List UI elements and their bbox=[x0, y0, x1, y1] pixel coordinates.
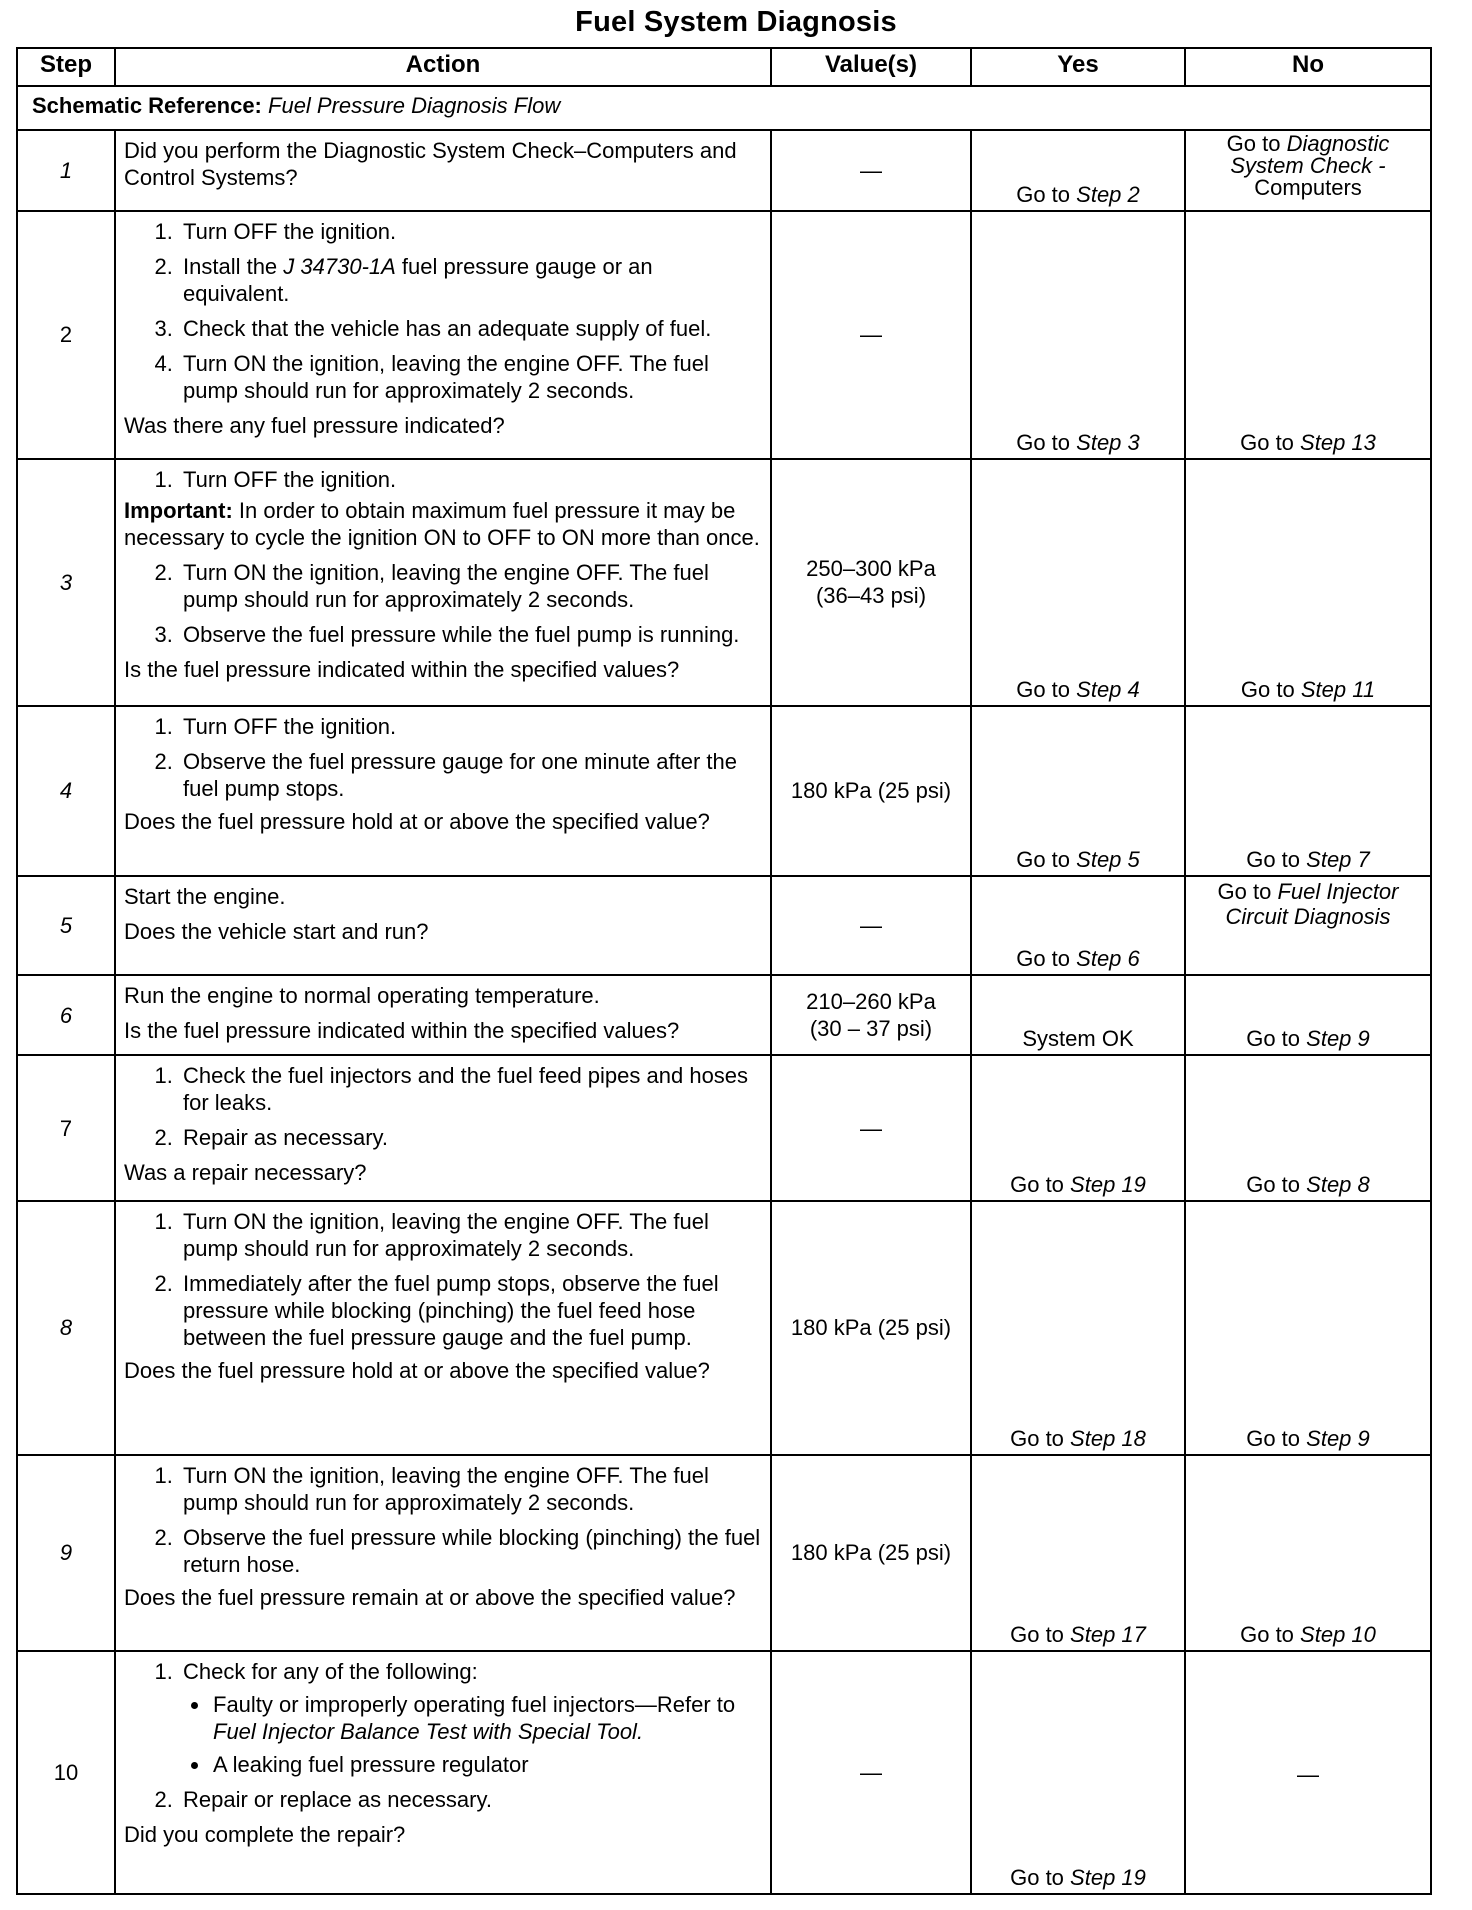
no-step-link[interactable]: Step 13 bbox=[1300, 429, 1376, 455]
step-number: 6 bbox=[59, 1002, 73, 1028]
diagnosis-table bbox=[16, 47, 1432, 1895]
goto-text: Go to bbox=[1016, 946, 1071, 972]
action-step: 1. Turn ON the ignition, leaving the engine OFF. The fuel pump should run for approximately 2 seconds. bbox=[179, 1208, 762, 1262]
no-step-link[interactable]: Step 8 bbox=[1306, 1172, 1370, 1198]
no-cell[interactable] bbox=[1185, 876, 1431, 975]
goto-text: Go to bbox=[1010, 1172, 1064, 1198]
value-cell: — bbox=[771, 876, 971, 975]
no-cell[interactable] bbox=[1185, 1055, 1431, 1201]
value-kpa: 250–300 kPa bbox=[806, 556, 936, 582]
value-cell: — bbox=[771, 211, 971, 459]
action-question: Is the fuel pressure indicated within the specified values? bbox=[124, 1018, 680, 1044]
value-kpa: 210–260 kPa bbox=[806, 989, 936, 1015]
no-cell[interactable] bbox=[1185, 1455, 1431, 1651]
step-number: 3 bbox=[59, 569, 73, 595]
goto-text: Go to bbox=[1246, 1425, 1301, 1451]
no-step-link[interactable]: Step 10 bbox=[1300, 1622, 1376, 1648]
step-row bbox=[17, 1201, 1431, 1454]
goto-text: Go to bbox=[1010, 1622, 1064, 1648]
no-step-link[interactable]: Step 9 bbox=[1306, 1026, 1370, 1052]
no-link-suffix: Computers bbox=[1254, 175, 1362, 201]
action-step: 2. Immediately after the fuel pump stops, observe the fuel pressure while blocking (pinching) the fuel feed hose between the fuel pressure gauge and the fuel pump. bbox=[179, 1270, 762, 1351]
no-step-link[interactable]: Step 11 bbox=[1300, 676, 1376, 702]
important-text: In order to obtain maximum fuel pressure it may be necessary to cycle the ignition ON to OFF to ON more than once. bbox=[124, 497, 760, 550]
step-row bbox=[17, 706, 1431, 876]
value-cell: — bbox=[771, 1651, 971, 1894]
goto-text: Go to bbox=[1240, 1622, 1294, 1648]
yes-cell: System OK bbox=[971, 975, 1185, 1055]
bullet-item bbox=[211, 1691, 762, 1745]
procedure-reference-link[interactable]: Fuel Injector Balance Test with Special Tool. bbox=[213, 1719, 644, 1745]
value-cell: 180 kPa (25 psi) bbox=[771, 706, 971, 876]
goto-text: Go to bbox=[1246, 1172, 1301, 1198]
no-cell[interactable] bbox=[1185, 130, 1431, 210]
step-row bbox=[17, 1055, 1431, 1201]
action-step: 2. Repair as necessary. bbox=[179, 1124, 762, 1151]
action-question: Was there any fuel pressure indicated? bbox=[124, 412, 505, 438]
action-cell bbox=[115, 211, 771, 459]
important-note bbox=[124, 497, 762, 551]
action-text: Install the bbox=[183, 253, 284, 279]
step-number: 5 bbox=[59, 913, 73, 939]
yes-step-link[interactable]: Step 6 bbox=[1076, 946, 1140, 972]
header-no: No bbox=[1185, 48, 1431, 86]
value-psi: (36–43 psi) bbox=[815, 583, 927, 609]
value-psi: (30 – 37 psi) bbox=[809, 1016, 933, 1042]
action-cell bbox=[115, 1055, 771, 1201]
no-cell[interactable] bbox=[1185, 706, 1431, 876]
action-cell bbox=[115, 130, 771, 210]
step-number: 8 bbox=[59, 1315, 73, 1341]
action-step: 2. Observe the fuel pressure while blocking (pinching) the fuel return hose. bbox=[179, 1524, 762, 1578]
header-values: Value(s) bbox=[771, 48, 971, 86]
value-cell: — bbox=[771, 1055, 971, 1201]
step-row bbox=[17, 459, 1431, 706]
yes-cell[interactable] bbox=[971, 706, 1185, 876]
action-question: Does the vehicle start and run? bbox=[124, 918, 429, 944]
bullet-item: • A leaking fuel pressure regulator bbox=[211, 1751, 762, 1778]
goto-text: Go to bbox=[1016, 181, 1071, 207]
step-row bbox=[17, 130, 1431, 210]
yes-cell[interactable] bbox=[971, 1455, 1185, 1651]
step-number: 4 bbox=[59, 778, 73, 804]
goto-text: Go to bbox=[1016, 429, 1071, 455]
no-cell[interactable] bbox=[1185, 459, 1431, 706]
action-cell bbox=[115, 459, 771, 706]
schematic-reference-row bbox=[17, 86, 1431, 130]
yes-step-link[interactable]: Step 3 bbox=[1076, 429, 1140, 455]
page-title: Fuel System Diagnosis bbox=[575, 6, 897, 38]
goto-text: Go to bbox=[1010, 1425, 1064, 1451]
goto-text: Go to bbox=[1226, 131, 1281, 157]
no-cell[interactable] bbox=[1185, 1201, 1431, 1454]
value-cell bbox=[771, 459, 971, 706]
schematic-label: Schematic Reference: bbox=[32, 93, 262, 118]
action-question: Was a repair necessary? bbox=[124, 1160, 367, 1186]
action-cell bbox=[115, 1201, 771, 1454]
no-cell[interactable] bbox=[1185, 975, 1431, 1055]
yes-cell[interactable] bbox=[971, 130, 1185, 210]
action-text: Faulty or improperly operating fuel injectors—Refer to bbox=[213, 1692, 736, 1718]
yes-cell[interactable] bbox=[971, 1651, 1185, 1894]
yes-step-link[interactable]: Step 2 bbox=[1076, 181, 1140, 207]
goto-text: Go to bbox=[1016, 676, 1071, 702]
action-cell bbox=[115, 1455, 771, 1651]
action-step: 3. Check that the vehicle has an adequate supply of fuel. bbox=[179, 315, 762, 342]
no-cell[interactable] bbox=[1185, 211, 1431, 459]
action-step: 1. Turn ON the ignition, leaving the engine OFF. The fuel pump should run for approximately 2 seconds. bbox=[179, 1462, 762, 1516]
action-question: Does the fuel pressure hold at or above the specified value? bbox=[124, 808, 710, 834]
action-question: Did you complete the repair? bbox=[124, 1822, 406, 1848]
header-action: Action bbox=[115, 48, 771, 86]
step-number: 1 bbox=[59, 157, 73, 183]
step-number: 9 bbox=[59, 1540, 73, 1566]
goto-text: Go to bbox=[1246, 1026, 1301, 1052]
step-row bbox=[17, 876, 1431, 975]
yes-cell[interactable] bbox=[971, 211, 1185, 459]
action-step: 1. Check the fuel injectors and the fuel feed pipes and hoses for leaks. bbox=[179, 1062, 762, 1116]
yes-cell[interactable] bbox=[971, 1055, 1185, 1201]
value-cell: — bbox=[771, 130, 971, 210]
header-step: Step bbox=[17, 48, 115, 86]
action-step: 4. Turn ON the ignition, leaving the engine OFF. The fuel pump should run for approximately 2 seconds. bbox=[179, 350, 762, 404]
yes-step-link[interactable]: Step 5 bbox=[1076, 846, 1140, 872]
yes-step-link[interactable]: Step 17 bbox=[1070, 1622, 1146, 1648]
no-cell: — bbox=[1185, 1651, 1431, 1894]
yes-cell[interactable] bbox=[971, 459, 1185, 706]
tool-reference: J 34730-1A bbox=[283, 253, 396, 279]
goto-text: Go to bbox=[1240, 429, 1294, 455]
action-step: 2. Observe the fuel pressure gauge for one minute after the fuel pump stops. bbox=[179, 748, 762, 802]
important-label: Important: bbox=[124, 497, 233, 523]
schematic-reference-link[interactable]: Fuel Pressure Diagnosis Flow bbox=[268, 93, 561, 118]
action-step: 2. Repair or replace as necessary. bbox=[179, 1786, 762, 1813]
step-row bbox=[17, 211, 1431, 459]
action-step bbox=[179, 253, 762, 307]
action-step bbox=[179, 1658, 762, 1778]
step-row bbox=[17, 975, 1431, 1055]
value-cell bbox=[771, 975, 971, 1055]
yes-step-link[interactable]: Step 19 bbox=[1070, 1865, 1146, 1890]
action-step: 1. Turn OFF the ignition. bbox=[179, 713, 762, 740]
action-cell bbox=[115, 706, 771, 876]
goto-text: Go to bbox=[1010, 1865, 1064, 1890]
action-step: 2. Turn ON the ignition, leaving the engine OFF. The fuel pump should run for approximately 2 seconds. bbox=[179, 559, 762, 613]
no-step-link[interactable]: Step 9 bbox=[1306, 1425, 1370, 1451]
action-text: fuel pressure gauge or an equivalent. bbox=[183, 253, 653, 306]
no-link[interactable]: Fuel Injector Circuit Diagnosis bbox=[1225, 878, 1399, 929]
action-question: Did you perform the Diagnostic System Check–Computers and Control Systems? bbox=[124, 138, 737, 191]
goto-text: Go to bbox=[1016, 846, 1071, 872]
action-cell bbox=[115, 1651, 771, 1894]
goto-text: Go to bbox=[1246, 846, 1301, 872]
action-step: 3. Observe the fuel pressure while the fuel pump is running. bbox=[179, 621, 762, 648]
yes-step-link[interactable]: Step 4 bbox=[1076, 676, 1140, 702]
action-cell bbox=[115, 975, 771, 1055]
no-link[interactable]: Diagnostic System Check - bbox=[1230, 131, 1390, 179]
step-number: 7 bbox=[59, 1115, 73, 1141]
yes-step-link[interactable]: Step 19 bbox=[1070, 1172, 1146, 1198]
action-step: 1. Turn OFF the ignition. bbox=[179, 218, 762, 245]
action-text: Check for any of the following: bbox=[183, 1659, 478, 1685]
action-step: 1. Turn OFF the ignition. bbox=[179, 466, 762, 493]
step-row bbox=[17, 1651, 1431, 1894]
value-cell: 180 kPa (25 psi) bbox=[771, 1201, 971, 1454]
goto-text: Go to bbox=[1240, 676, 1295, 702]
goto-text: Go to bbox=[1217, 878, 1272, 904]
action-question: Does the fuel pressure hold at or above the specified value? bbox=[124, 1358, 710, 1384]
action-cell bbox=[115, 876, 771, 975]
header-row bbox=[17, 48, 1431, 86]
step-number: 2 bbox=[59, 322, 73, 348]
step-row bbox=[17, 1455, 1431, 1651]
step-number: 10 bbox=[53, 1760, 79, 1785]
header-yes: Yes bbox=[971, 48, 1185, 86]
action-question: Is the fuel pressure indicated within the specified values? bbox=[124, 656, 680, 682]
no-step-link[interactable]: Step 7 bbox=[1306, 846, 1370, 872]
action-question: Does the fuel pressure remain at or above the specified value? bbox=[124, 1584, 736, 1610]
action-text: Run the engine to normal operating temperature. bbox=[124, 983, 600, 1009]
yes-step-link[interactable]: Step 18 bbox=[1070, 1425, 1146, 1451]
value-cell: 180 kPa (25 psi) bbox=[771, 1455, 971, 1651]
action-text: Start the engine. bbox=[124, 883, 286, 909]
yes-cell[interactable] bbox=[971, 876, 1185, 975]
yes-cell[interactable] bbox=[971, 1201, 1185, 1454]
